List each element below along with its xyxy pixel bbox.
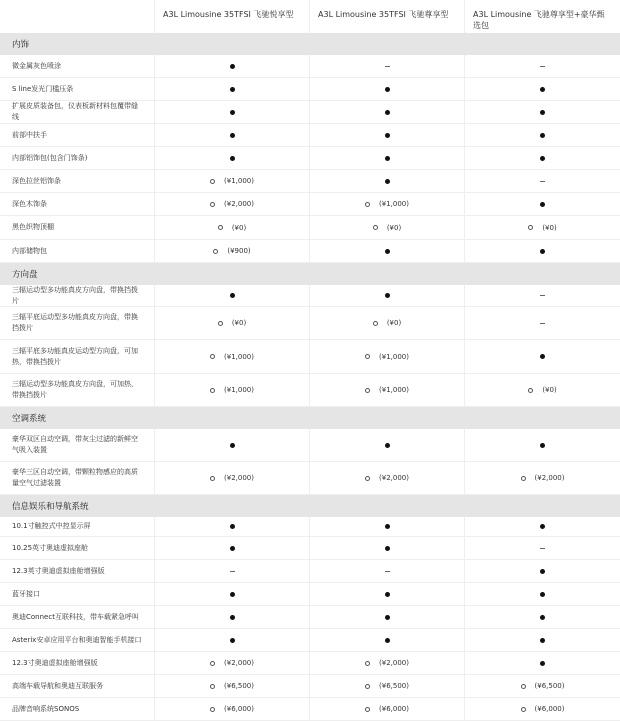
table-row [0,147,620,170]
model-cell [310,193,465,215]
model-cell [155,216,310,239]
section-header: 方向盘 [0,263,620,285]
option-price: (¥900) [227,247,251,255]
model-cell [465,78,620,100]
option-price: (¥0) [386,223,402,232]
model-cell [155,193,310,215]
feature-label: 三辐平底运动型多功能真皮方向盘，带换挡拨片 [0,307,155,339]
model-cell [155,55,310,77]
standard-dot-icon [230,546,235,551]
standard-dot-icon [230,87,235,92]
option-price: (¥6,500) [379,682,409,690]
option-price: (¥2,000) [224,659,254,667]
standard-dot-icon [230,443,235,448]
model-cell [465,147,620,169]
option-price: (¥2,000) [224,474,254,482]
option-price: (¥0) [386,319,402,327]
model-cell [465,374,620,406]
table-row [0,652,620,675]
model-cell [310,537,465,559]
standard-dot-icon [385,443,390,448]
option-price: (¥2,000) [379,474,409,482]
optional-circle-icon [210,354,215,359]
model-cell [155,606,310,628]
standard-dot-icon [230,592,235,597]
feature-label: 蓝牙接口 [0,583,155,605]
model-cell [310,429,465,461]
model-cell [155,307,310,339]
feature-label: S line发光门槛压条 [0,78,155,100]
model-cell [465,101,620,123]
model-cell [310,583,465,605]
model-cell [465,675,620,697]
model-cell [465,606,620,628]
model-cell [155,429,310,461]
option-price: (¥0) [231,319,247,327]
standard-dot-icon [385,592,390,597]
optional-circle-icon [210,707,215,712]
model-cell [155,340,310,373]
feature-label: 内部铝饰包(包含门饰条) [0,147,155,169]
not-available-dash-icon [540,323,545,324]
model-cell [310,675,465,697]
table-row [0,285,620,307]
table-header [0,0,620,33]
table-row [0,675,620,698]
not-available-dash-icon [230,571,235,572]
feature-label: 豪华双区自动空调，带灰尘过滤的新鲜空气吸入装置 [0,429,155,461]
standard-dot-icon [540,569,545,574]
model-cell [465,629,620,651]
feature-label: 微金属灰色喷涂 [0,55,155,77]
standard-dot-icon [385,87,390,92]
feature-label: 12.3英寸奥迪虚拟座舱增强版 [0,560,155,582]
model-cell [155,583,310,605]
model-cell [155,560,310,582]
model-cell [155,517,310,536]
header-blank [0,0,155,33]
standard-dot-icon [540,615,545,620]
optional-circle-icon [210,661,215,666]
model-cell [155,240,310,262]
model-cell [155,652,310,674]
option-price: (¥0) [542,386,557,394]
optional-circle-icon [521,707,526,712]
model-cell [310,462,465,494]
model-cell [310,517,465,536]
feature-label: Asterix安卓应用平台和奥迪智能手机接口 [0,629,155,651]
standard-dot-icon [540,638,545,643]
model-cell [155,374,310,406]
standard-dot-icon [385,110,390,115]
model-cell [465,55,620,77]
table-row [0,429,620,462]
standard-dot-icon [385,293,390,298]
not-available-dash-icon [540,66,545,67]
model-cell [155,124,310,146]
model-cell [155,170,310,192]
standard-dot-icon [540,661,545,666]
model-cell [465,517,620,536]
optional-circle-icon [365,354,370,359]
table-row [0,78,620,101]
option-price: (¥2,000) [534,474,565,482]
model-cell [155,101,310,123]
optional-circle-icon [365,476,370,481]
model-cell [310,340,465,373]
standard-dot-icon [540,110,545,115]
standard-dot-icon [385,524,390,529]
model-cell [465,193,620,215]
not-available-dash-icon [540,181,545,182]
model-cell [155,147,310,169]
standard-dot-icon [540,524,545,529]
option-price: (¥6,500) [224,682,254,690]
optional-circle-icon [210,202,215,207]
table-row [0,698,620,721]
optional-circle-icon [373,321,378,326]
table-row [0,560,620,583]
model-cell [310,560,465,582]
standard-dot-icon [230,615,235,620]
feature-label: 奥迪Connect互联科技，带车载紧急呼叫 [0,606,155,628]
model-cell [465,652,620,674]
standard-dot-icon [230,133,235,138]
optional-circle-icon [213,249,218,254]
model-cell [465,560,620,582]
standard-dot-icon [385,249,390,254]
model-cell [310,307,465,339]
not-available-dash-icon [385,571,390,572]
standard-dot-icon [230,64,235,69]
standard-dot-icon [540,133,545,138]
optional-circle-icon [365,684,370,689]
option-price: (¥1,000) [224,352,254,361]
option-price: (¥6,000) [224,705,254,713]
optional-circle-icon [218,225,223,230]
model-cell [310,55,465,77]
model-cell [155,675,310,697]
model-cell [465,537,620,559]
standard-dot-icon [230,524,235,529]
option-price: (¥1,000) [379,352,409,361]
model-cell [465,429,620,461]
feature-label: 三辐平底多功能真皮运动型方向盘，可加热，带换挡拨片 [0,340,155,373]
feature-label: 10.25英寸奥迪虚拟座舱 [0,537,155,559]
option-price: (¥1,000) [379,386,409,394]
table-row [0,517,620,537]
model-cell [465,124,620,146]
table-row [0,240,620,263]
model-cell [465,170,620,192]
optional-circle-icon [210,684,215,689]
table-row [0,193,620,216]
standard-dot-icon [385,638,390,643]
optional-circle-icon [365,388,370,393]
table-row [0,374,620,407]
standard-dot-icon [385,179,390,184]
standard-dot-icon [540,354,545,359]
optional-circle-icon [210,476,215,481]
section-header: 内饰 [0,33,620,55]
option-price: (¥1,000) [224,177,254,185]
feature-label: 三辐运动型多功能真皮方向盘，带换挡拨片 [0,285,155,306]
model-cell [310,629,465,651]
option-price: (¥6,000) [379,705,409,713]
not-available-dash-icon [385,66,390,67]
optional-circle-icon [365,661,370,666]
model-cell [310,147,465,169]
header-model-3: A3L Limousine 飞驰尊享型+豪华甄选包 [473,10,605,30]
standard-dot-icon [540,87,545,92]
option-price: (¥6,500) [534,682,565,690]
model-cell [310,606,465,628]
model-cell [310,124,465,146]
feature-label: 豪华三区自动空调，带颗粒物感应的高质量空气过滤装置 [0,462,155,494]
model-cell [310,78,465,100]
option-price: (¥2,000) [224,200,254,208]
model-cell [465,285,620,306]
standard-dot-icon [540,202,545,207]
standard-dot-icon [230,293,235,298]
model-cell [310,652,465,674]
optional-circle-icon [528,225,533,230]
table-row [0,462,620,495]
table-row [0,124,620,147]
option-price: (¥2,000) [379,659,409,667]
section-header: 空调系统 [0,407,620,429]
model-cell [155,537,310,559]
model-cell [465,340,620,373]
table-row [0,629,620,652]
model-cell [155,285,310,306]
standard-dot-icon [540,249,545,254]
optional-circle-icon [373,225,378,230]
standard-dot-icon [540,592,545,597]
standard-dot-icon [385,615,390,620]
feature-label: 黑色织物顶棚 [0,216,155,239]
standard-dot-icon [230,110,235,115]
model-cell [155,462,310,494]
model-cell [465,583,620,605]
table-row [0,216,620,240]
standard-dot-icon [230,638,235,643]
feature-label: 内部储物包 [0,240,155,262]
standard-dot-icon [540,443,545,448]
section-header: 信息娱乐和导航系统 [0,495,620,517]
model-cell [310,240,465,262]
optional-circle-icon [210,179,215,184]
feature-label: 深色拉丝铝饰条 [0,170,155,192]
standard-dot-icon [230,156,235,161]
standard-dot-icon [385,156,390,161]
feature-label: 前部中扶手 [0,124,155,146]
table-row [0,537,620,560]
model-cell [465,307,620,339]
header-model-2: A3L Limousine 35TFSI 飞驰尊享型 [310,0,465,33]
model-cell [465,462,620,494]
optional-circle-icon [521,476,526,481]
model-cell [310,170,465,192]
feature-label: 扩展皮质装备包，仪表板新材料包覆带缝线 [0,101,155,123]
feature-label: 三辐运动型多功能真皮方向盘，可加热，带换挡拨片 [0,374,155,406]
model-cell [465,240,620,262]
table-row [0,606,620,629]
optional-circle-icon [528,388,533,393]
model-cell [155,78,310,100]
header-model-1: A3L Limousine 35TFSI 飞驰悦享型 [155,0,310,33]
optional-circle-icon [210,388,215,393]
feature-label: 深色木饰条 [0,193,155,215]
option-price: (¥6,000) [534,705,565,713]
not-available-dash-icon [540,295,545,296]
standard-dot-icon [540,156,545,161]
model-cell [310,374,465,406]
model-cell [465,216,620,239]
option-price: (¥0) [231,223,247,232]
optional-circle-icon [365,202,370,207]
table-row [0,55,620,78]
optional-circle-icon [521,684,526,689]
model-cell [155,629,310,651]
standard-dot-icon [385,546,390,551]
model-cell [310,101,465,123]
table-row [0,340,620,374]
optional-circle-icon [365,707,370,712]
table-row [0,307,620,340]
option-price: (¥1,000) [224,386,254,394]
feature-label: 品牌音响系统SONOS [0,698,155,720]
table-row [0,583,620,606]
optional-circle-icon [218,321,223,326]
table-row [0,170,620,193]
option-price: (¥0) [542,223,557,232]
feature-label: 10.1寸触控式中控显示屏 [0,517,155,536]
not-available-dash-icon [540,548,545,549]
model-cell [310,216,465,239]
table-row [0,101,620,124]
feature-label: 高端车载导航和奥迪互联服务 [0,675,155,697]
feature-label: 12.3寸奥迪虚拟座舱增强版 [0,652,155,674]
option-price: (¥1,000) [379,200,409,208]
standard-dot-icon [385,133,390,138]
model-cell [310,285,465,306]
